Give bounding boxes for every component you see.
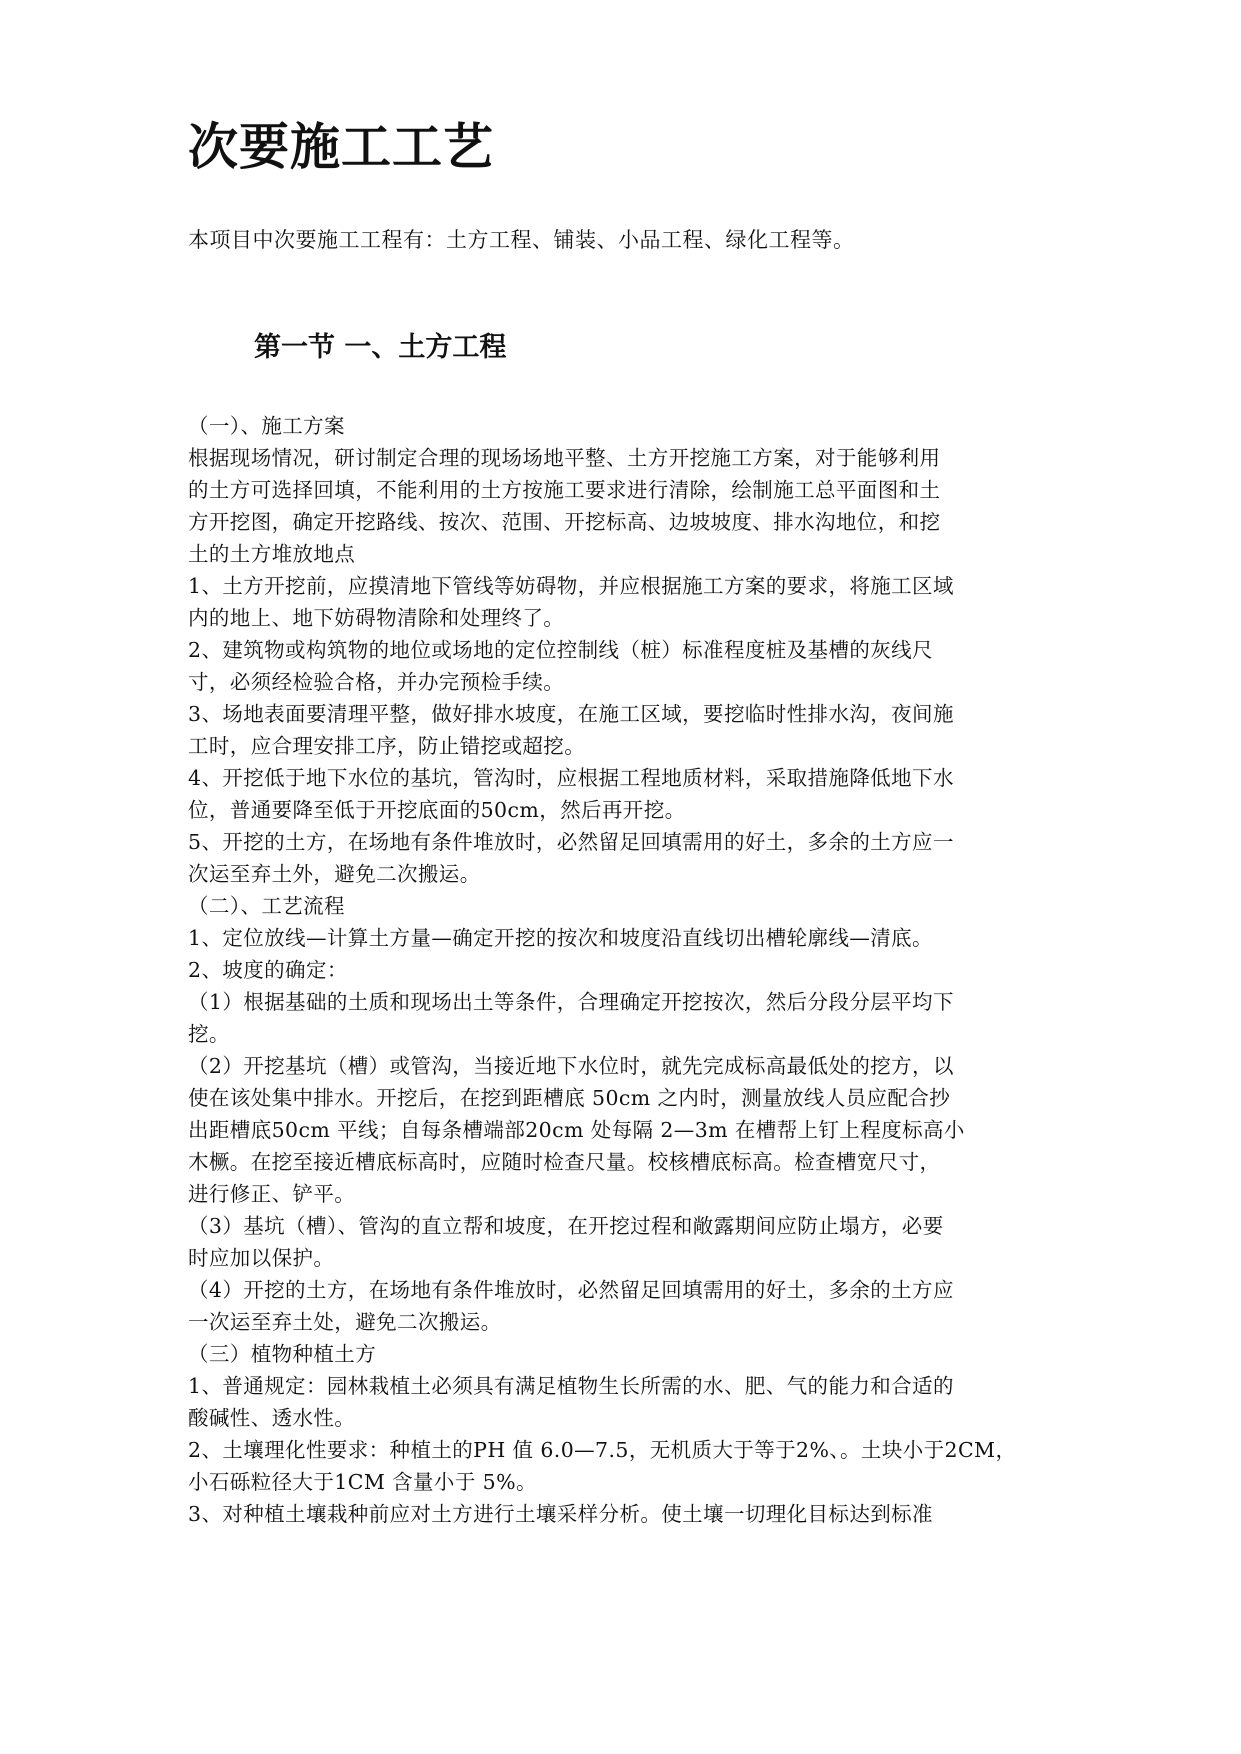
text-line: 1、土方开挖前，应摸清地下管线等妨碍物，并应根据施工方案的要求，将施工区域 (188, 574, 954, 598)
text-line: 时应加以保护。 (188, 1246, 335, 1270)
text-line: 一次运至弃土处，避免二次搬运。 (188, 1310, 502, 1334)
text-line: 次运至弃土外，避免二次搬运。 (188, 862, 481, 886)
text-line: 寸，必须经检验合格，并办完预检手续。 (188, 670, 565, 694)
text-line: 4、开挖低于地下水位的基坑，管沟时，应根据工程地质材料，采取措施降低地下水 (188, 766, 954, 790)
intro-paragraph: 本项目中次要施工工程有：土方工程、铺装、小品工程、绿化工程等。 (188, 228, 855, 252)
text-line: 内的地上、地下妨碍物清除和处理终了。 (188, 606, 565, 630)
text-line: 酸碱性、透水性。 (188, 1406, 356, 1430)
text-line: （2）开挖基坑（槽）或管沟，当接近地下水位时，就先完成标高最低处的挖方，以 (188, 1054, 954, 1078)
body-text (188, 410, 1088, 1530)
text-line: 2、土壤理化性要求：种植土的PH 值 6.0—7.5，无机质大于等于2%、。土块小于2CM， (188, 1438, 1017, 1462)
text-line: 出距槽底50cm 平线；自每条槽端部20cm 处每隔 2—3m 在槽帮上钉上程度标高小 (188, 1118, 965, 1142)
text-line: （3）基坑（槽）、管沟的直立帮和坡度，在开挖过程和敞露期间应防止塌方，必要 (188, 1214, 944, 1238)
text-line: 使在该处集中排水。开挖后，在挖到距槽底 50cm 之内时，测量放线人员应配合抄 (188, 1086, 951, 1110)
text-line: （一）、施工方案 (188, 414, 345, 438)
text-line: 小石砾粒径大于1CM 含量小于 5%。 (188, 1470, 537, 1494)
text-line: 2、建筑物或构筑物的地位或场地的定位控制线（桩）标准程度桩及基槽的灰线尺 (188, 638, 933, 662)
text-line: 1、普通规定：园林栽植土必须具有满足植物生长所需的水、肥、气的能力和合适的 (188, 1374, 954, 1398)
text-line: （1）根据基础的土质和现场出土等条件，合理确定开挖按次，然后分段分层平均下 (188, 990, 954, 1014)
text-line: 土的土方堆放地点 (188, 542, 356, 566)
text-line: 3、场地表面要清理平整，做好排水坡度，在施工区域，要挖临时性排水沟，夜间施 (188, 702, 954, 726)
text-line: 1、定位放线—计算土方量—确定开挖的按次和坡度沿直线切出槽轮廓线—清底。 (188, 926, 933, 950)
section-heading: 第一节 一、土方工程 (254, 332, 507, 363)
text-line: （4）开挖的土方，在场地有条件堆放时，必然留足回填需用的好土，多余的土方应 (188, 1278, 954, 1302)
text-line: 木橛。在挖至接近槽底标高时，应随时检查尺量。校核槽底标高。检查槽宽尺寸， (188, 1150, 941, 1174)
text-line: 挖。 (188, 1022, 230, 1046)
text-line: （二）、工艺流程 (188, 894, 345, 918)
text-line: 进行修正、铲平。 (188, 1182, 356, 1206)
text-line: 的土方可选择回填，不能利用的土方按施工要求进行清除，绘制施工总平面图和土 (188, 478, 941, 502)
text-line: 根据现场情况，研讨制定合理的现场场地平整、土方开挖施工方案，对于能够利用 (188, 446, 941, 470)
text-line: 5、开挖的土方，在场地有条件堆放时，必然留足回填需用的好土，多余的土方应一 (188, 830, 954, 854)
text-line: 工时，应合理安排工序，防止错挖或超挖。 (188, 734, 586, 758)
text-line: 2、坡度的确定： (188, 958, 348, 982)
text-line: （三）植物种植土方 (188, 1342, 377, 1366)
document-title: 次要施工工艺 (188, 118, 494, 176)
text-line: 位，普通要降至低于开挖底面的50cm，然后再开挖。 (188, 798, 686, 822)
text-line: 方开挖图，确定开挖路线、按次、范围、开挖标高、边坡坡度、排水沟地位，和挖 (188, 510, 941, 534)
text-line: 3、对种植土壤栽种前应对土方进行土壤采样分析。使土壤一切理化目标达到标准 (188, 1502, 933, 1526)
